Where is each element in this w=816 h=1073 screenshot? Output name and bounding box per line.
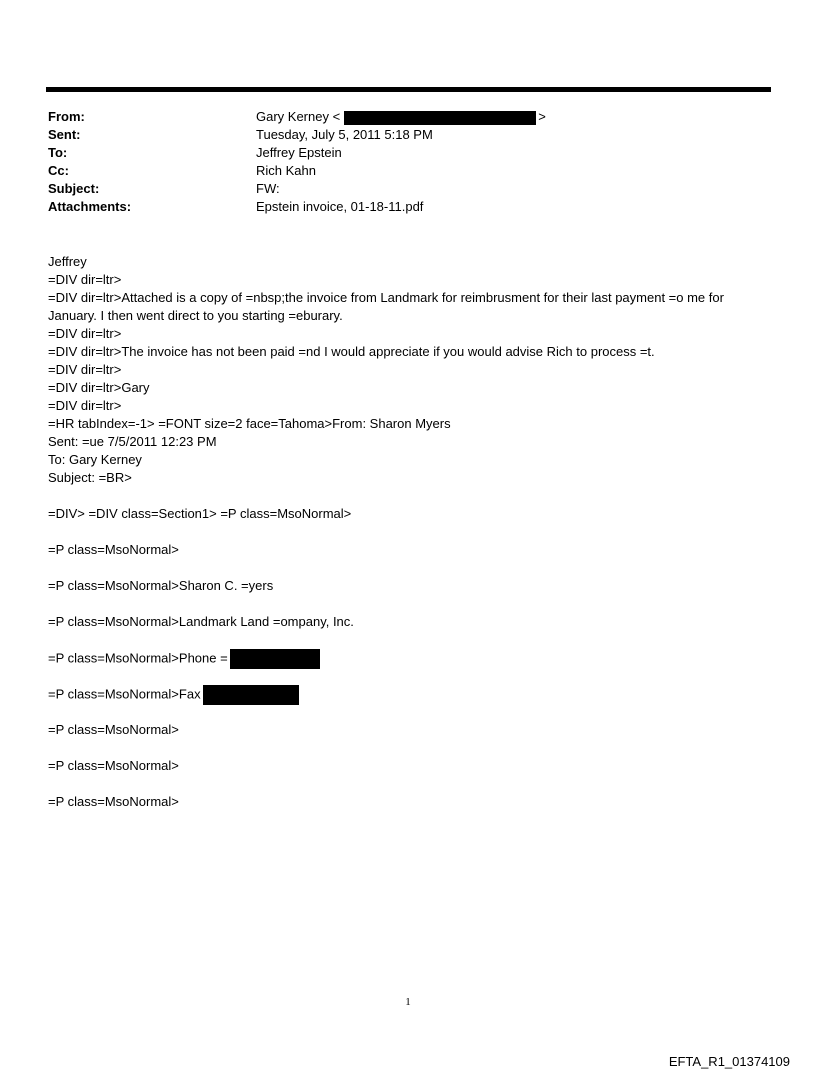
body-line: Jeffrey	[48, 254, 87, 269]
body-line: =DIV dir=ltr>Attached is a copy of =nbsp;the invoice from Landmark for reimbrusment for their last payment =o me for	[48, 290, 724, 305]
from-name: Gary Kerney <	[256, 109, 341, 124]
phone-label: =P class=MsoNormal>Phone =	[48, 650, 228, 666]
body-line: Sent: =ue 7/5/2011 12:23 PM	[48, 434, 217, 449]
from-value	[256, 108, 546, 126]
body-line: =DIV dir=ltr>Gary	[48, 380, 150, 395]
fax-paragraph	[48, 685, 773, 703]
body-paragraph: =P class=MsoNormal>	[48, 794, 179, 809]
email-body	[48, 253, 773, 811]
header-row-attachments	[48, 198, 768, 216]
body-line: =DIV dir=ltr>The invoice has not been paid =nd I would appreciate if you would advise Rich to process =t.	[48, 344, 655, 359]
body-line: =DIV dir=ltr>	[48, 326, 122, 341]
attachments-label: Attachments:	[48, 199, 132, 214]
body-line: =DIV dir=ltr>	[48, 272, 122, 287]
sent-value: Tuesday, July 5, 2011 5:18 PM	[256, 127, 433, 142]
header-row-subject	[48, 180, 768, 198]
email-header	[48, 108, 768, 216]
header-row-to	[48, 144, 768, 162]
cc-value: Rich Kahn	[256, 163, 316, 178]
body-paragraph: =P class=MsoNormal>Landmark Land =ompany, Inc.	[48, 614, 354, 629]
phone-paragraph	[48, 649, 773, 667]
fax-label: =P class=MsoNormal>Fax	[48, 686, 201, 702]
body-paragraph: =DIV> =DIV class=Section1> =P class=MsoNormal>	[48, 506, 352, 521]
redacted-fax	[203, 685, 299, 705]
header-row-sent	[48, 126, 768, 144]
subject-label: Subject:	[48, 181, 100, 196]
from-suffix: >	[538, 109, 546, 124]
header-rule	[46, 87, 771, 92]
redacted-phone	[230, 649, 320, 669]
body-paragraph: =P class=MsoNormal>	[48, 758, 179, 773]
body-paragraph: =P class=MsoNormal>	[48, 722, 179, 737]
header-row-from	[48, 108, 768, 126]
body-line: =DIV dir=ltr>	[48, 362, 122, 377]
body-paragraph: =P class=MsoNormal>Sharon C. =yers	[48, 578, 274, 593]
body-line: Subject: =BR>	[48, 470, 132, 485]
to-value: Jeffrey Epstein	[256, 145, 342, 160]
sent-label: Sent:	[48, 127, 81, 142]
body-line: =DIV dir=ltr>	[48, 398, 122, 413]
subject-value: FW:	[256, 181, 280, 196]
cc-label: Cc:	[48, 163, 69, 178]
body-line: To: Gary Kerney	[48, 452, 142, 467]
body-line: January. I then went direct to you starting =eburary.	[48, 308, 343, 323]
body-paragraph: =P class=MsoNormal>	[48, 542, 179, 557]
body-line: =HR tabIndex=-1> =FONT size=2 face=Tahoma>From: Sharon Myers	[48, 416, 451, 431]
from-label: From:	[48, 109, 85, 124]
to-label: To:	[48, 145, 68, 160]
header-row-cc	[48, 162, 768, 180]
bates-number: EFTA_R1_01374109	[668, 1054, 790, 1069]
redacted-email	[344, 111, 536, 125]
attachment-file[interactable]: Epstein invoice, 01-18-11.pdf	[256, 199, 424, 214]
page-number: 1	[405, 996, 411, 1008]
